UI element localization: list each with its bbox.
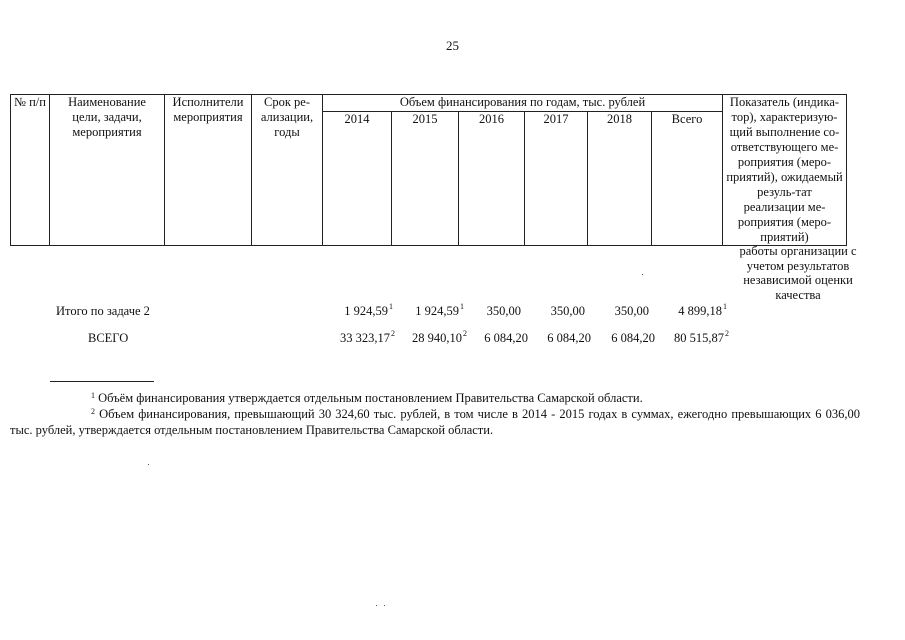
header-year: 2014 xyxy=(323,111,392,245)
header-executors: Исполнители мероприятия xyxy=(165,95,252,246)
row-value-total: 4 899,18$^1$ xyxy=(678,302,727,318)
row-value: 28 940,10$^2$ xyxy=(412,329,467,345)
row-value: 350,00 xyxy=(614,304,649,318)
header-year-total: Всего xyxy=(652,111,723,245)
funding-table-header xyxy=(10,94,847,246)
header-funding: Объем финансирования по годам, тыс. рублей xyxy=(323,95,723,112)
row-value: 350,00 xyxy=(486,304,521,318)
header-term: Срок ре-ализации, годы xyxy=(252,95,323,246)
row-label: Итого по задаче 2 xyxy=(56,304,150,318)
row-value: 1 924,59$^1$ xyxy=(344,302,393,318)
row-value: 1 924,59$^1$ xyxy=(415,302,464,318)
header-name: Наименование цели, задачи, мероприятия xyxy=(50,95,165,246)
header-no: № п/п xyxy=(11,95,50,246)
scan-speck xyxy=(376,605,377,606)
header-indicator: Показатель (индика-тор), характеризую-щий выполнение со-ответствующего ме-роприятия (меро-приятий), ожидаемый резуль-тат реализации ме-роприятия (меро-приятий) xyxy=(723,95,847,246)
header-year: 2015 xyxy=(392,111,459,245)
scan-speck xyxy=(384,605,385,606)
footnote-2: $^2$ Объем финансирования, превышающий 30 324,60 тыс. рублей, в том числе в 2014 - 2015 годах в суммах, ежегодно превышающих 6 036,00 тыс. рублей, утверждается отдельным постановлением Правительства Самарской области. xyxy=(10,407,861,437)
footnote-divider xyxy=(50,381,154,382)
scan-speck xyxy=(148,464,149,465)
header-year: 2018 xyxy=(588,111,652,245)
row-value: 6 084,20 xyxy=(484,331,528,345)
page-number: 25 xyxy=(446,38,459,53)
header-year: 2016 xyxy=(459,111,525,245)
scan-speck xyxy=(642,274,643,275)
row-label: ВСЕГО xyxy=(88,331,129,345)
row-value: 6 084,20 xyxy=(611,331,655,345)
indicator-continuation: работы организации с учетом результатов независимой оценки качества xyxy=(739,244,857,302)
row-value: 350,00 xyxy=(550,304,585,318)
row-value: 33 323,17$^2$ xyxy=(340,329,395,345)
row-value-total: 80 515,87$^2$ xyxy=(674,329,729,345)
footnote-1: $^1$ Объём финансирования утверждается отдельным постановлением Правительства Самарской области. xyxy=(91,391,643,405)
row-value: 6 084,20 xyxy=(547,331,591,345)
header-year: 2017 xyxy=(525,111,588,245)
